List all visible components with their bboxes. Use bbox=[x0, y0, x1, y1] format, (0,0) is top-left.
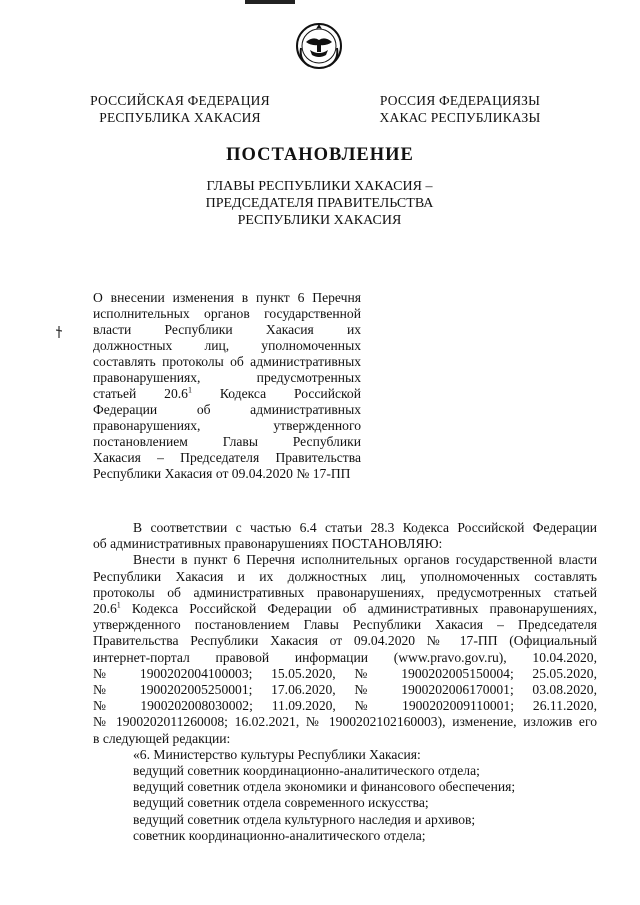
body-line: протоколы об административных правонарушениях, предусмотренных статьей bbox=[93, 584, 597, 600]
subject-line-part: статьей 20.6 bbox=[93, 386, 188, 401]
body-line-part: Кодекса Российской Федерации об административных правонарушениях, bbox=[120, 601, 597, 617]
subtitle-line1: ГЛАВЫ РЕСПУБЛИКИ ХАКАСИЯ – bbox=[206, 179, 433, 194]
list-item: ведущий советник отдела культурного наследия и архивов; bbox=[133, 811, 476, 827]
coat-of-arms-emblem bbox=[293, 18, 345, 72]
subject-line: исполнительных органов государственной bbox=[93, 306, 361, 321]
subject-line-part bbox=[93, 386, 192, 401]
document-title: ПОСТАНОВЛЕНИЕ bbox=[226, 145, 414, 165]
subject-line: правонарушениях, предусмотренных bbox=[93, 370, 361, 385]
document-subtitle bbox=[0, 178, 640, 229]
body-line: об административных правонарушениях ПОСТАНОВЛЯЮ: bbox=[93, 536, 443, 552]
body-line: Правительства Республики Хакасия от 09.04.2020 № 17-ПП (Официальный bbox=[93, 633, 597, 649]
subject-line-part: их bbox=[346, 322, 362, 337]
header-right bbox=[370, 92, 550, 126]
subject-line: правонарушениях, утвержденного bbox=[93, 418, 361, 433]
list-item: «6. Министерство культуры Республики Хакасия: bbox=[133, 746, 421, 762]
subject-line: О внесении изменения в пункт 6 Перечня bbox=[93, 290, 361, 305]
body-line bbox=[93, 601, 597, 617]
body-text bbox=[93, 520, 597, 844]
list-item: советник координационно-аналитического отдела; bbox=[133, 827, 426, 843]
subject-block bbox=[93, 290, 361, 482]
subject-line: Федерации об административных bbox=[93, 402, 361, 417]
header-left bbox=[85, 92, 275, 126]
body-line: утвержденного постановлением Главы Республики Хакасия – Председателя bbox=[93, 617, 597, 633]
header-right-line1: РОССИЯ ФЕДЕРАЦИЯЗЫ bbox=[379, 93, 541, 108]
list-item: ведущий советник отдела экономики и финансового обеспечения; bbox=[133, 779, 516, 795]
body-line: Республики Хакасия и их должностных лиц, уполномоченных составлять bbox=[93, 568, 597, 584]
body-line: Внести в пункт 6 Перечня исполнительных органов государственной власти bbox=[133, 552, 597, 568]
body-line: № 1900202011260008; 16.02.2021, № 1900202102160003), изменение, изложив его bbox=[93, 714, 597, 730]
subtitle-line2: ПРЕДСЕДАТЕЛЯ ПРАВИТЕЛЬСТВА bbox=[205, 196, 434, 211]
subject-line: Республики Хакасия от 09.04.2020 № 17-ПП bbox=[93, 466, 351, 481]
superscript: 1 bbox=[187, 385, 192, 395]
position-list bbox=[93, 747, 597, 844]
header-left-line1: РОССИЙСКАЯ ФЕДЕРАЦИЯ bbox=[90, 93, 270, 108]
scan-speck bbox=[56, 326, 62, 338]
subtitle-line3: РЕСПУБЛИКИ ХАКАСИЯ bbox=[237, 213, 402, 228]
list-item: ведущий советник координационно-аналитического отдела; bbox=[133, 763, 480, 779]
subject-line bbox=[93, 322, 361, 338]
subject-line: постановлением Главы Республики bbox=[93, 434, 361, 449]
body-line: № 1900202008030002; 11.09.2020, № 1900202009110001; 26.11.2020, bbox=[93, 698, 597, 714]
subject-line: Хакасия – Председателя Правительства bbox=[93, 450, 361, 465]
subject-line bbox=[93, 386, 361, 402]
body-line: № 1900202004100003; 15.05.2020, № 1900202005150004; 25.05.2020, bbox=[93, 665, 597, 681]
subject-line: должностных лиц, уполномоченных bbox=[93, 338, 361, 353]
body-line: В соответствии с частью 6.4 статьи 28.3 Кодекса Российской Федерации bbox=[133, 520, 597, 535]
header-left-line2: РЕСПУБЛИКА ХАКАСИЯ bbox=[99, 110, 261, 125]
scan-artifact bbox=[245, 0, 295, 4]
subject-line: составлять протоколы об административных bbox=[93, 354, 361, 369]
body-line: № 1900202005250001; 17.06.2020, № 1900202006170001; 03.08.2020, bbox=[93, 682, 597, 698]
header-right-line2: ХАКАС РЕСПУБЛИКАЗЫ bbox=[379, 110, 541, 125]
subject-line-part: власти Республики Хакасия bbox=[93, 322, 314, 337]
body-line-part: 20.6 bbox=[93, 601, 117, 617]
subject-line-part: Кодекса Российской bbox=[219, 386, 361, 401]
body-line: в следующей редакции: bbox=[93, 730, 231, 746]
body-line: интернет-портал правовой информации (www.pravo.gov.ru), 10.04.2020, bbox=[93, 649, 597, 665]
superscript: 1 bbox=[116, 600, 121, 610]
list-item: ведущий советник отдела современного искусства; bbox=[133, 795, 429, 811]
